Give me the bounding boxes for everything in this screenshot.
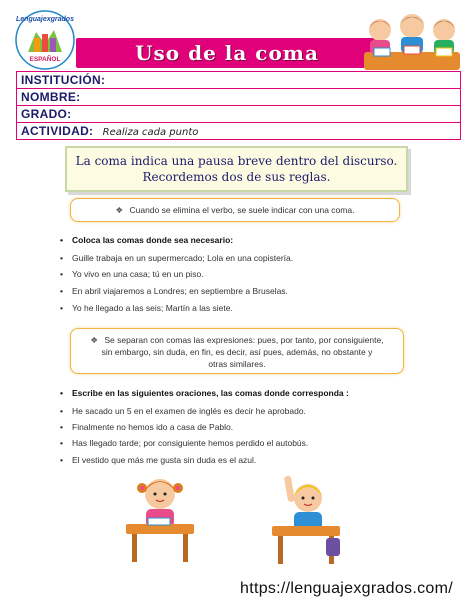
actividad-label: ACTIVIDAD: (21, 124, 94, 138)
list-item: • Has llegado tarde; por consiguiente hemos perdido el autobús. (60, 438, 309, 448)
form-row-actividad[interactable] (17, 123, 460, 139)
girl-at-desk-illustration (122, 472, 198, 564)
diamond-bullet-icon: ❖ (115, 205, 124, 215)
list-item: • El vestido que más me gusta sin duda es el azul. (60, 455, 257, 465)
list-item: • Yo vivo en una casa; tú en un piso. (60, 269, 204, 279)
intro-line-2: Recordemos dos de sus reglas. (142, 170, 331, 184)
list-item: • He sacado un 5 en el examen de inglés es decir he aprobado. (60, 406, 306, 416)
logo-text-bottom: ESPAÑOL (29, 56, 61, 63)
bullet-dot-icon: • (60, 286, 63, 296)
rule-2-line-2: sin embargo, sin duda, en fin, es decir, así pues, además, no obstante y (101, 347, 373, 357)
bullet-dot-icon: • (60, 253, 63, 263)
bullet-dot-icon: • (60, 269, 63, 279)
site-logo (14, 8, 76, 72)
rule-box-2 (70, 328, 404, 374)
form-row-grado[interactable] (17, 106, 460, 123)
bullet-dot-icon: • (60, 422, 63, 432)
bullet-dot-icon: • (60, 438, 63, 448)
section-1-heading: • Coloca las comas donde sea necesario: (60, 235, 234, 245)
page-title: Uso de la coma (135, 41, 319, 65)
rule-2-line-3: otras similares. (208, 359, 266, 369)
student-info-form (16, 71, 461, 140)
bullet-dot-icon: • (60, 388, 63, 398)
form-row-nombre[interactable] (17, 89, 460, 106)
rule-box-1 (70, 198, 400, 222)
intro-line-1: La coma indica una pausa breve dentro del discurso. (75, 154, 398, 168)
bullet-dot-icon: • (60, 455, 63, 465)
actividad-value: Realiza cada punto (102, 127, 199, 138)
grado-label: GRADO: (21, 107, 72, 121)
bullet-dot-icon: • (60, 235, 63, 245)
list-item: • En abril viajaremos a Londres; en septiembre a Bruselas. (60, 286, 288, 296)
list-item: • Guille trabaja en un supermercado; Lola en una copistería. (60, 253, 294, 263)
form-row-institucion[interactable] (17, 72, 460, 89)
bullet-dot-icon: • (60, 406, 63, 416)
boy-raising-hand-illustration (268, 470, 344, 566)
rule-2-line-1: Se separan con comas las expresiones: pues, por tanto, por consiguiente, (104, 335, 384, 345)
list-item: • Finalmente no hemos ido a casa de Pablo. (60, 422, 234, 432)
footer-url-link[interactable]: https://lenguajexgrados.com/ (240, 580, 453, 597)
logo-text-top: Lenguajexgrados (16, 16, 74, 23)
section-2-heading: • Escribe en las siguientes oraciones, las comas donde corresponda : (60, 388, 349, 398)
kids-reading-illustration (356, 6, 468, 72)
institucion-label: INSTITUCIÓN: (21, 73, 106, 87)
rule-1-text: Cuando se elimina el verbo, se suele indicar con una coma. (129, 205, 355, 215)
intro-box (65, 146, 408, 192)
diamond-bullet-icon: ❖ (90, 335, 98, 345)
list-item: • Yo he llegado a las seis; Martín a las siete. (60, 303, 233, 313)
bullet-dot-icon: • (60, 303, 63, 313)
nombre-label: NOMBRE: (21, 90, 81, 104)
